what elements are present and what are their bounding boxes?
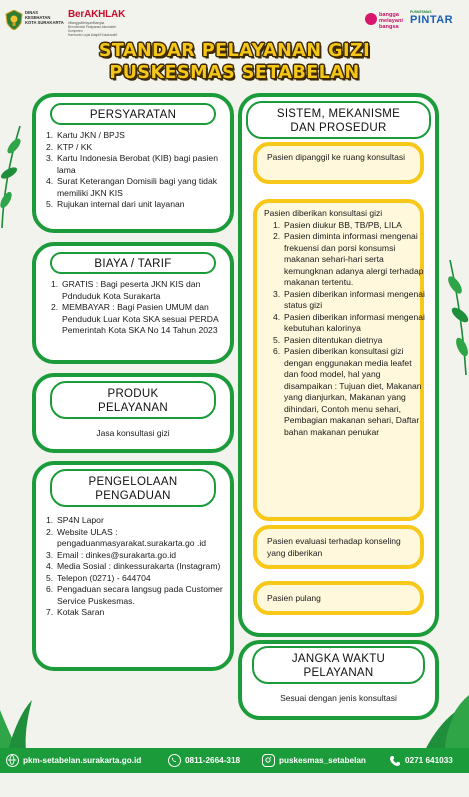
list-number: 1. [273, 219, 281, 230]
produk-heading-pill [50, 381, 216, 419]
bangga-text [379, 12, 403, 30]
list-item [273, 231, 426, 289]
list-text: Website ULAS : pengaduanmasyarakat.surakarta.go .id [57, 526, 207, 548]
footer-whatsapp-text: 0811-2664-318 [185, 756, 241, 765]
list-number: 6. [46, 584, 54, 594]
list-number: 7. [46, 607, 54, 617]
bangga-line: melayani [379, 18, 403, 24]
footer-website[interactable] [6, 748, 141, 773]
list-item [46, 176, 229, 199]
dinas-line: KOTA SURAKARTA [25, 20, 64, 25]
persyaratan-heading: PERSYARATAN [89, 109, 177, 121]
berakhlak-sub-line: Berorientasi Pelayanan Akuntabel Kompeten [68, 25, 116, 33]
berakhlak-logo [68, 9, 126, 37]
jangka-text: Sesuai dengan jenis konsultasi [280, 693, 397, 703]
list-text: Pasien diminta informasi mengenai frekuensi dan porsi konsumsi makanan sehari-hari serta kemungknan adanya alergi terhadap makanan tertentu. [284, 231, 424, 287]
globe-icon [6, 754, 19, 767]
pengelolaan-card [32, 461, 234, 671]
step-box [253, 525, 424, 569]
berakhlak-sub-line: Harmonis Loyal Adaptif Kolaboratif [68, 33, 117, 37]
list-number: 4. [273, 311, 281, 322]
sistem-heading-line: DAN PROSEDUR [290, 122, 387, 134]
footer-whatsapp[interactable] [168, 748, 240, 773]
list-text: Rujukan internal dari unit layanan [57, 199, 185, 209]
sistem-card [238, 93, 439, 637]
step-box [253, 581, 424, 615]
list-item [46, 153, 229, 176]
list-item [273, 219, 426, 232]
list-number: 1. [46, 515, 54, 525]
header [0, 0, 469, 40]
pengelolaan-heading-pill [50, 469, 216, 507]
list-item [51, 279, 222, 302]
pintar-small-label: PUSKESMAS [410, 10, 432, 14]
berakhlak-subtitle [68, 21, 124, 37]
step-box-konsultasi [253, 199, 424, 521]
bangga-line: bangsa [379, 24, 399, 30]
footer-website-text: pkm-setabelan.surakarta.go.id [23, 756, 142, 765]
list-text: Email : dinkes@surakarta.go.id [57, 549, 177, 560]
list-text: Pengaduan secara langsug pada Customer Service Puskesmas. [57, 584, 223, 606]
list-text: Surat Keterangan Domisili bagi yang tidak memiliki JKN KIS [57, 176, 218, 198]
list-number: 5. [46, 199, 54, 209]
list-number: 2. [273, 231, 281, 241]
pengelolaan-heading-line: PENGELOLAAN [88, 476, 178, 488]
list-item [46, 130, 229, 142]
jangka-card [238, 640, 439, 720]
puskesmas-pintar-logo [410, 10, 464, 32]
list-item [273, 288, 426, 312]
list-text: SP4N Lapor [57, 515, 104, 525]
list-item [51, 302, 222, 337]
biaya-heading: BIAYA / TARIF [94, 258, 172, 270]
biaya-card [32, 242, 234, 364]
list-item [46, 572, 224, 585]
hashtag-icon [365, 13, 377, 25]
list-item [46, 607, 224, 619]
bangga-line: bangga [379, 12, 399, 18]
list-number: 4. [46, 176, 54, 186]
persyaratan-list [46, 130, 229, 211]
jangka-heading-line: PELAYANAN [303, 667, 374, 679]
list-text: KTP / KK [57, 141, 93, 152]
list-text: Pasien diukur BB, TB/PB, LILA [284, 219, 402, 230]
list-text: Media Sosial : dinkessurakarta (Instagram) [57, 561, 221, 571]
produk-heading-line: PRODUK [107, 388, 159, 400]
list-number: 1. [46, 130, 54, 140]
biaya-list [51, 279, 222, 337]
step-box [253, 142, 424, 184]
bangga-melayani-logo [365, 11, 407, 31]
list-text: Pasien ditentukan dietnya [284, 334, 383, 345]
sistem-heading-line: SISTEM, MEKANISME [276, 108, 401, 120]
step-text: Pasien evaluasi terhadap konseling yang diberikan [267, 536, 401, 558]
list-text: MEMBAYAR : Bagi Pasien UMUM dan Penduduk Luar Kota SKA sesuai PERDA Pemerintah Kota SKA No 14 Tahun 2023 [62, 302, 219, 335]
list-text: Pasien diberikan informasi mengenai status gizi [284, 288, 425, 310]
step-text: Pasien dipanggil ke ruang konsultasi [267, 152, 405, 162]
persyaratan-heading-pill [50, 103, 216, 125]
list-number: 2. [46, 141, 54, 152]
jangka-heading-line: JANGKA WAKTU [291, 653, 386, 665]
leaf-decoration-icon [0, 118, 26, 228]
list-item [46, 549, 224, 562]
footer-instagram[interactable] [262, 748, 366, 773]
list-number: 3. [273, 288, 281, 299]
list-item [273, 346, 426, 438]
list-item [273, 334, 426, 347]
bottom-band [0, 773, 469, 797]
footer-phone[interactable] [389, 748, 453, 773]
step-title: Pasien diberikan konsultasi gizi [264, 208, 383, 218]
list-item [273, 311, 426, 335]
konsultasi-list [273, 219, 426, 439]
list-number: 5. [273, 334, 281, 345]
dinas-kesehatan-label [25, 10, 64, 25]
list-text: Kartu Indonesia Berobat (KIB) bagi pasien lama [57, 153, 218, 175]
list-number: 6. [273, 346, 281, 356]
whatsapp-icon [168, 754, 181, 767]
list-item [46, 515, 224, 527]
berakhlak-title: BerAKHLAK [68, 9, 126, 20]
title-line-2: PUSKESMAS SETABELAN [109, 63, 360, 83]
list-text: Telepon (0271) - 644704 [57, 572, 151, 583]
biaya-heading-pill [50, 252, 216, 274]
dinas-line: DINAS [25, 10, 39, 15]
list-number: 2. [46, 526, 54, 537]
list-text: Pasien diberikan konsultasi gizi dengan enggunakan media leafet dan food model, hal yang disampaikan : Tujuan diet, Makanan yang dianjurkan, Makanan yang dihindari, Contoh menu sehari, Pembagian makanan sehari, Daftar bahan makanan penukar [284, 346, 422, 437]
list-item [46, 141, 229, 154]
list-item [46, 584, 224, 607]
pintar-label: PINTAR [410, 14, 454, 26]
persyaratan-card [32, 93, 234, 233]
list-text: Kartu JKN / BPJS [57, 130, 125, 140]
surakarta-emblem-icon [5, 10, 23, 30]
list-number: 1. [51, 279, 59, 289]
list-text: Kotak Saran [57, 607, 105, 617]
list-item [46, 199, 229, 211]
phone-icon [389, 755, 401, 767]
step-text: Pasien pulang [267, 593, 321, 603]
list-number: 3. [46, 153, 54, 163]
list-item [46, 561, 224, 573]
instagram-icon [262, 754, 275, 767]
jangka-heading-pill [252, 646, 425, 684]
dinas-line: KESEHATAN [25, 15, 51, 20]
produk-heading-line: PELAYANAN [97, 402, 169, 414]
pengelolaan-heading-line: PENGADUAN [95, 490, 171, 502]
list-number: 5. [46, 572, 54, 583]
footer-instagram-text: puskesmas_setabelan [279, 756, 366, 765]
list-text: Pasien diberikan informasi mengenai kebutuhan kalorinya [284, 311, 425, 333]
pengelolaan-list [46, 515, 224, 619]
footer-contact-bar [0, 748, 469, 773]
list-number: 4. [46, 561, 54, 571]
title-line-1: STANDAR PELAYANAN GIZI [98, 41, 371, 61]
list-number: 2. [51, 302, 59, 312]
list-text: GRATIS : Bagi peserta JKN KIS dan Pdnduduk Kota Surakarta [62, 279, 201, 301]
leaf-decoration-icon [440, 255, 469, 375]
list-number: 3. [46, 549, 54, 560]
sistem-heading-pill [246, 101, 431, 139]
list-item [46, 526, 224, 550]
berakhlak-sub-line: #BanggaMelayaniBangsa [68, 21, 105, 25]
page-title [0, 40, 469, 84]
footer-phone-text: 0271 641033 [405, 756, 453, 765]
produk-card [32, 373, 234, 453]
produk-text: Jasa konsultasi gizi [96, 428, 170, 438]
